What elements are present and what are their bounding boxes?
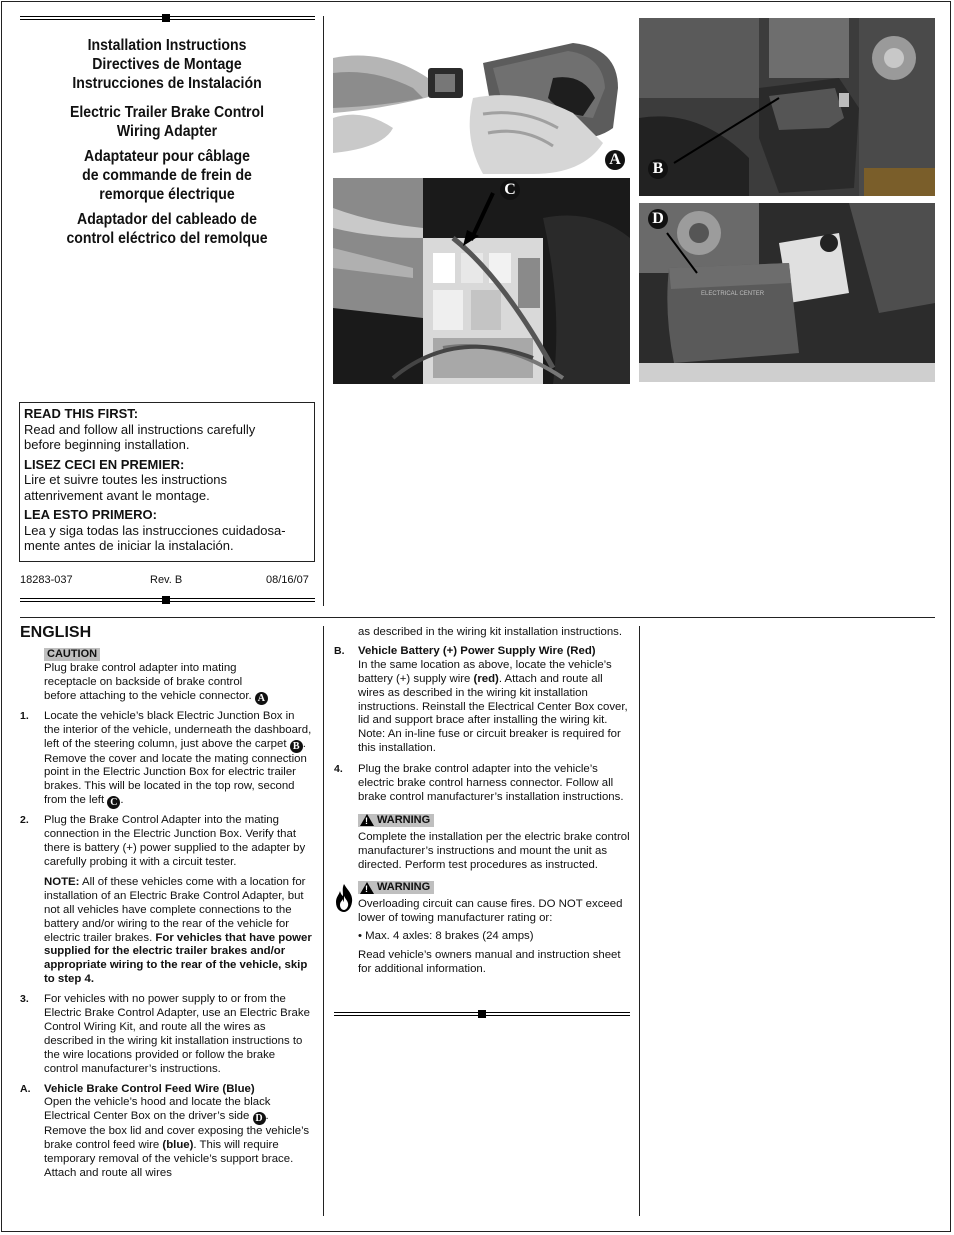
step-b-red: (red) (473, 672, 499, 685)
warning-1-badge: ! WARNING (358, 814, 434, 827)
step-b (334, 645, 630, 756)
column-divider-1 (323, 626, 324, 1216)
column-divider-2 (639, 626, 640, 1216)
step-3-text: For vehicles with no power supply to or from the Electric Brake Control Adapter, use an Electric Brake Control Wiring Kit, and route all the wires as described in the wiring kit installation instructions to the wire locations provided or follow the brake control manufacturer’s instructions. (44, 993, 310, 1075)
section-divider (20, 617, 935, 618)
warning-2-text: Overloading circuit can cause fires. DO NOT exceed lower of towing manufacturer rating or: (358, 898, 623, 925)
step-4-text: Plug the brake control adapter into the vehicle’s electric brake control harness connector. Follow all brake control manufacturer’s installation instructions. (358, 763, 624, 803)
read-first-fr-heading: LISEZ CECI EN PREMIER: (24, 456, 185, 472)
read-first-en-line-2: before beginning installation. (24, 437, 190, 452)
warning-2-badge: ! WARNING (358, 881, 434, 894)
step-3 (20, 993, 312, 1076)
step-4 (334, 763, 630, 805)
product-en-1: Electric Trailer Brake Control (69, 104, 265, 121)
photo-label-d: D (648, 209, 668, 229)
step-1 (20, 710, 312, 810)
step-1-text-b: . Remove the cover and locate the mating connection point in the Electric Junction Box for electric trailer brakes. This will be located in the top row, second from the left (44, 737, 307, 807)
product-es-2: control eléctrico del remolque (66, 230, 268, 247)
title-line-1: Installation Instructions (87, 37, 247, 54)
photo-label-c: C (500, 180, 520, 200)
product-fr-3: remorque électrique (99, 186, 235, 203)
step-a (20, 1083, 312, 1181)
read-first-box (19, 402, 315, 562)
step-b-number: B. (334, 644, 345, 657)
step-a-number: A. (20, 1082, 31, 1095)
photo-c-illustration (333, 178, 630, 384)
product-fr-2: de commande de frein de (82, 167, 252, 184)
ref-b-icon: B (290, 740, 303, 753)
read-first-en-line-1: Read and follow all instructions carefully (24, 421, 256, 437)
step-a-text-2: . Remove the box lid and cover exposing the vehicle’s brake control feed wire (44, 1110, 310, 1152)
note-text: All of these vehicles come with a location for installation of an Electric Brake Control Adapter, but not all vehicles have complete connections to the battery and/or wiring to the rear of the vehicle for electric trailer brakes. (44, 875, 306, 944)
step-a-text-1: Open the vehicle’s hood and locate the black Electrical Center Box on the driver’s side (44, 1096, 271, 1123)
photo-b-illustration (639, 18, 935, 196)
photo-a-adapter (333, 18, 630, 174)
warning-1 (334, 814, 630, 873)
title-line-2: Directives de Montage (92, 56, 242, 73)
product-es-1: Adaptador del cableado de (77, 211, 257, 228)
step-a-title: Vehicle Brake Control Feed Wire (Blue) (44, 1082, 255, 1095)
read-first-fr-line-2: attenrivement avant le montage. (24, 487, 210, 503)
read-first-fr-line-1: Lire et suivre toutes les instructions (24, 472, 228, 487)
rule-marker (162, 14, 170, 22)
step-a-blue: (blue) (162, 1139, 194, 1152)
photo-d-illustration (639, 203, 935, 382)
revision: Rev. B (150, 574, 183, 586)
product-fr-1: Adaptateur pour câblage (84, 148, 250, 165)
ref-a-icon: A (255, 692, 268, 705)
part-number: 18283-037 (20, 574, 73, 586)
ref-c-icon: C (107, 796, 120, 809)
warning-1-text: Complete the installation per the electric brake control manufacturer’s instructions and mount the unit as directed. Perform test procedures as instructed. (358, 831, 630, 872)
step-a-continued: as described in the wiring kit installation instructions. (358, 626, 623, 638)
step-1-number: 1. (20, 709, 29, 722)
photo-c-connection-point (333, 178, 630, 384)
photo-label-a: A (605, 150, 625, 170)
electrical-center-text: ELECTRICAL CENTER (701, 291, 765, 297)
warning-2-footer: Read vehicle’s owners manual and instruction sheet for additional information. (358, 949, 621, 976)
top-divider (323, 16, 324, 606)
column-1 (20, 648, 312, 1186)
photo-d-electrical-center (639, 203, 935, 382)
read-first-es-line-2: mente antes de iniciar la instalación. (24, 538, 234, 553)
step-2-text: Plug the Brake Control Adapter into the mating connection in the Electric Junction Box. Verify that there is battery (+) power supplied to the adapter by carefully probing it with a circuit tester. (44, 814, 306, 868)
step-1-text-a: Locate the vehicle’s black Electric Junction Box in the interior of the vehicle, underneath the dashboard, left of the steering column, just above the carpet (44, 709, 312, 750)
warning-2-bullet: • Max. 4 axles: 8 brakes (24 amps) (358, 930, 534, 943)
step-b-text-1: In the same location as above, locate the vehicle’s battery (+) supply wire (358, 658, 612, 685)
column-2 (334, 626, 630, 977)
step-b-title: Vehicle Battery (+) Power Supply Wire (Red) (358, 644, 596, 657)
ref-d-icon: D (253, 1112, 266, 1125)
read-first-en-heading: READ THIS FIRST: (24, 406, 139, 421)
note-bold-text: For vehicles that have power supplied for the electric trailer brakes and/or appropriate wiring to the rear of the vehicle, skip to step 4. (44, 931, 312, 986)
photo-label-b: B (648, 159, 668, 179)
step-4-number: 4. (334, 763, 343, 776)
title-line-3: Instrucciones de Instalación (72, 75, 262, 92)
step-b-text-2: . Attach and route all wires as described in the wiring kit installation instructions. Reinstall the Electrical Center Box cover, lid and support brace after installing the wiring kit. Note: An in-line fuse or circuit breaker is required for this installation. (358, 672, 628, 755)
caution-badge: CAUTION (44, 648, 100, 661)
warning-triangle-icon: ! (360, 814, 374, 826)
step-a-text-3: . This will require temporary removal of the vehicle’s support brace. Attach and route all wires (44, 1139, 294, 1180)
read-first-es-heading: LEA ESTO PRIMERO: (24, 507, 157, 522)
product-en-2: Wiring Adapter (116, 123, 218, 140)
language-heading: ENGLISH (20, 624, 92, 641)
caution-text: Plug brake control adapter into mating receptacle on backside of brake control before attaching to the vehicle connector. (44, 661, 252, 702)
step-2 (20, 814, 312, 870)
title-block (38, 36, 297, 254)
revision-date: 08/16/07 (266, 574, 309, 586)
note (20, 876, 312, 987)
step-3-number: 3. (20, 993, 29, 1006)
fire-icon (334, 883, 354, 913)
rule-marker (162, 596, 170, 604)
warning-2 (334, 881, 630, 977)
note-label: NOTE: (44, 875, 80, 888)
rule-marker (478, 1010, 486, 1018)
step-1-text-c: . (120, 794, 124, 807)
photo-b-junction-box (639, 18, 935, 196)
step-2-number: 2. (20, 814, 29, 827)
read-first-es-line-1: Lea y siga todas las instrucciones cuidadosa- (24, 522, 286, 538)
warning-triangle-icon: ! (360, 882, 374, 894)
photo-a-illustration (333, 18, 630, 174)
